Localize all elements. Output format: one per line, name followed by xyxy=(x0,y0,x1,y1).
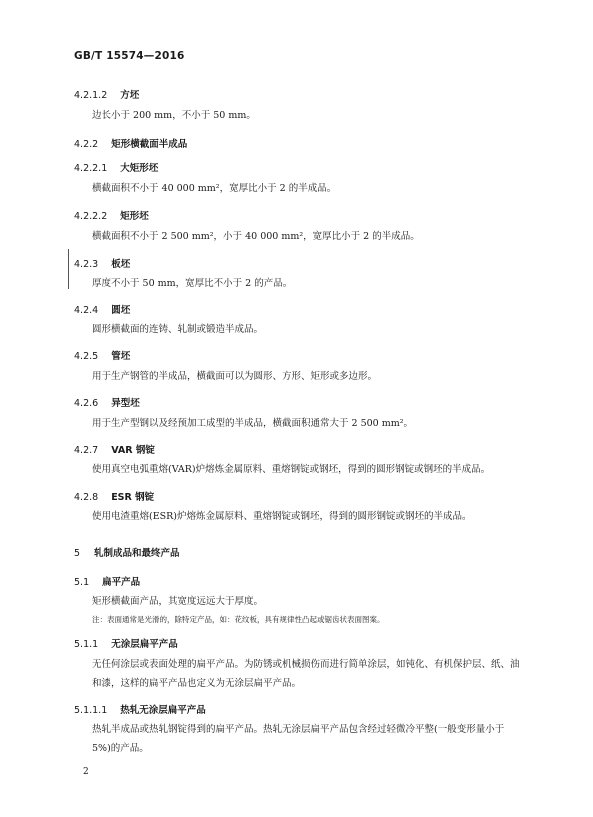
section-title: 方坯 xyxy=(120,90,140,101)
section-title: ESR 钢锭 xyxy=(111,492,155,503)
section-paragraph: 圆形横截面的连铸、轧制或锻造半成品。 xyxy=(92,324,264,335)
section-number: 4.2.4 xyxy=(74,305,99,316)
revision-bar xyxy=(68,249,69,289)
section-note: 注：表面通常是光滑的，除特定产品，如：花纹板，具有规律性凸起或锯齿状表面图案。 xyxy=(92,615,385,624)
section-title: 轧制成品和最终产品 xyxy=(94,548,180,559)
section-title: 异型坯 xyxy=(111,398,140,409)
section-heading xyxy=(74,636,593,650)
section-number: 4.2.8 xyxy=(74,492,99,503)
section-heading xyxy=(74,395,593,409)
section-heading xyxy=(74,302,593,316)
section-number: 5.1.1.1 xyxy=(74,705,108,716)
section-title: 热轧无涂层扁平产品 xyxy=(120,705,206,716)
section-paragraph: 横截面积不小于 40 000 mm²，宽厚比小于 2 的半成品。 xyxy=(92,183,337,194)
section-title: VAR 钢锭 xyxy=(111,445,155,456)
section-number: 4.2.6 xyxy=(74,398,99,409)
section-paragraph: 无任何涂层或表面处理的扁平产品。为防锈或机械损伤而进行简单涂层，如钝化、有机保护层、纸、油和漆，这样的扁平产品也定义为无涂层扁平产品。 xyxy=(92,659,520,689)
section-heading xyxy=(74,160,593,174)
section-heading xyxy=(74,442,593,456)
section-number: 4.2.1.2 xyxy=(74,90,108,101)
section-title: 扁平产品 xyxy=(102,577,141,588)
chapter-heading xyxy=(74,545,593,559)
section-paragraph: 热轧半成品或热轧钢锭得到的扁平产品。热轧无涂层扁平产品包含经过轻微冷平整(一般变形量小于 5%)的产品。 xyxy=(92,724,505,754)
section-heading xyxy=(74,348,593,362)
section-heading xyxy=(74,256,593,270)
section-number: 4.2.2 xyxy=(74,139,99,150)
page-number: 2 xyxy=(83,767,89,777)
section-paragraph: 边长小于 200 mm，不小于 50 mm。 xyxy=(92,110,256,121)
section-title: 矩形横截面半成品 xyxy=(111,139,188,150)
section-paragraph: 使用真空电弧重熔(VAR)炉熔炼金属原料、重熔钢锭或钢坯，得到的圆形钢锭或钢坯的半成品。 xyxy=(92,464,491,475)
section-heading xyxy=(74,208,593,222)
section-paragraph: 厚度不小于 50 mm，宽厚比不小于 2 的产品。 xyxy=(92,278,293,289)
section-heading xyxy=(74,87,593,101)
section-title: 大矩形坯 xyxy=(120,163,159,174)
section-paragraph: 矩形横截面产品，其宽度远远大于厚度。 xyxy=(92,596,264,607)
section-paragraph: 使用电渣重熔(ESR)炉熔炼金属原料、重熔钢锭或钢坯，得到的圆形钢锭或钢坯的半成品。 xyxy=(92,511,472,522)
section-paragraph: 用于生产型钢以及经预加工成型的半成品，横截面积通常大于 2 500 mm²。 xyxy=(92,418,414,429)
section-number: 4.2.3 xyxy=(74,259,99,270)
section-number: 4.2.7 xyxy=(74,445,99,456)
section-title: 无涂层扁平产品 xyxy=(111,639,178,650)
section-number: 4.2.5 xyxy=(74,351,99,362)
section-number: 4.2.2.2 xyxy=(74,211,108,222)
section-paragraph: 用于生产钢管的半成品，横截面可以为圆形、方形、矩形或多边形。 xyxy=(92,371,378,382)
section-number: 5.1 xyxy=(74,577,90,588)
section-title: 板坯 xyxy=(111,259,131,270)
section-title: 圆坯 xyxy=(111,305,131,316)
section-heading xyxy=(74,136,593,150)
section-number: 5 xyxy=(74,548,81,559)
document-id-header: GB/T 15574—2016 xyxy=(74,50,185,62)
section-title: 管坯 xyxy=(111,351,131,362)
section-heading xyxy=(74,489,593,503)
section-heading xyxy=(74,702,593,716)
section-number: 5.1.1 xyxy=(74,639,99,650)
section-title: 矩形坯 xyxy=(120,211,149,222)
section-number: 4.2.2.1 xyxy=(74,163,108,174)
section-paragraph: 横截面积不小于 2 500 mm²，小于 40 000 mm²，宽厚比小于 2 的半成品。 xyxy=(92,231,420,242)
section-heading xyxy=(74,574,593,588)
